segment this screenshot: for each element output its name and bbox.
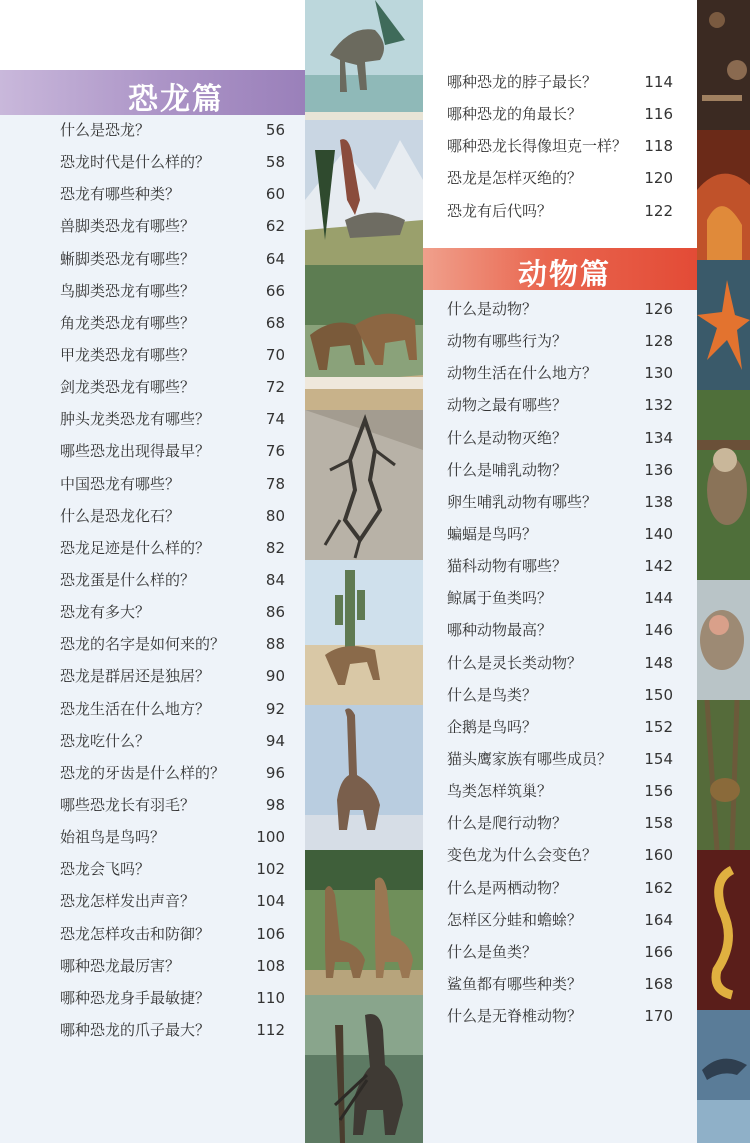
toc-entry [0,918,305,950]
toc-entry-page-number: 82 [265,538,285,557]
toc-entry [423,904,697,936]
toc-entry-title: 哪种恐龙长得像坦克一样？ [447,137,628,156]
toc-entry-page-number: 170 [644,1007,673,1026]
toc-entry [0,435,305,467]
toc-entry-page-number: 76 [265,442,285,461]
toc-entry-page-number: 118 [644,137,673,156]
toc-entry [0,307,305,339]
animal-toc-column [423,0,697,1143]
toc-entry [423,807,697,839]
toc-entry [423,647,697,679]
toc-entry-title: 什么是无脊椎动物？ [447,1007,583,1026]
dinosaur-desert-image [305,560,423,705]
toc-entry-page-number: 128 [644,332,673,351]
toc-entry [0,114,305,146]
toc-entry [423,293,697,325]
toc-entry-page-number: 158 [644,814,673,833]
toc-entry-page-number: 116 [644,105,673,124]
toc-entry-page-number: 156 [644,782,673,801]
toc-entry-page-number: 168 [644,974,673,993]
toc-entry [0,532,305,564]
dinosaur-image-strip [305,0,423,1143]
toc-entry [0,982,305,1014]
toc-entry-title: 什么是哺乳动物？ [447,460,568,479]
toc-entry-title: 兽脚类恐龙有哪些？ [60,217,196,236]
animal-toc-list [423,293,697,1032]
toc-entry-page-number: 72 [265,378,285,397]
toc-entry [0,1014,305,1046]
toc-entry-title: 动物之最有哪些？ [447,396,568,415]
insect-specimen-image [697,0,750,130]
toc-entry-page-number: 66 [265,281,285,300]
toc-entry [423,130,697,162]
toc-entry-page-number: 70 [265,345,285,364]
toc-entry-title: 恐龙吃什么？ [60,731,151,750]
toc-entry-title: 恐龙有后代吗？ [447,201,553,220]
toc-entry-page-number: 146 [644,621,673,640]
toc-entry-title: 猫头鹰家族有哪些成员？ [447,749,613,768]
toc-entry-page-number: 102 [256,860,285,879]
toc-entry [0,468,305,500]
toc-entry-title: 什么是恐龙化石？ [60,506,181,525]
toc-entry-page-number: 134 [644,428,673,447]
toc-entry-title: 蜥脚类恐龙有哪些？ [60,249,196,268]
toc-entry-title: 肿头龙类恐龙有哪些？ [60,410,211,429]
toc-entry [423,454,697,486]
toc-entry [0,178,305,210]
toc-entry-title: 甲龙类恐龙有哪些？ [60,345,196,364]
toc-entry-page-number: 90 [265,667,285,686]
toc-entry-page-number: 94 [265,731,285,750]
toc-entry-page-number: 132 [644,396,673,415]
toc-entry-title: 鲸属于鱼类吗？ [447,589,553,608]
toc-entry-title: 恐龙的名字是如何来的？ [60,635,226,654]
toc-entry-page-number: 100 [256,828,285,847]
toc-entry [423,98,697,130]
toc-entry [423,389,697,421]
toc-entry-page-number: 140 [644,524,673,543]
toc-entry-page-number: 122 [644,201,673,220]
toc-entry [423,486,697,518]
toc-entry-title: 动物有哪些行为？ [447,332,568,351]
toc-entry [0,500,305,532]
toc-entry-title: 哪种恐龙的脖子最长？ [447,73,598,91]
dinosaur-section-title: 恐龙篇 [128,82,224,117]
toc-entry-title: 恐龙足迹是什么样的？ [60,538,211,557]
animal-image-strip [697,0,750,1143]
toc-entry-page-number: 130 [644,364,673,383]
toc-entry [423,357,697,389]
toc-entry-title: 鲨鱼都有哪些种类？ [447,974,583,993]
toc-entry-title: 恐龙是怎样灭绝的？ [447,169,583,188]
toc-entry-page-number: 96 [265,763,285,782]
toc-entry-title: 恐龙时代是什么样的？ [60,153,211,172]
starfish-image [697,260,750,390]
toc-entry-title: 什么是恐龙？ [60,121,151,139]
toc-entry-title: 企鹅是鸟吗？ [447,717,538,736]
toc-entry-page-number: 110 [256,988,285,1007]
toc-entry [0,628,305,660]
toc-entry-page-number: 136 [644,460,673,479]
toc-entry [0,821,305,853]
toc-entry [423,66,697,98]
toc-entry-page-number: 80 [265,506,285,525]
toc-entry-page-number: 126 [644,300,673,318]
toc-entry-page-number: 106 [256,924,285,943]
toc-entry-page-number: 138 [644,492,673,511]
animal-section-header [423,248,697,290]
toc-entry-title: 哪些恐龙长有羽毛？ [60,795,196,814]
toc-entry-page-number: 74 [265,410,285,429]
toc-entry-title: 恐龙是群居还是独居？ [60,667,211,686]
toc-entry [0,339,305,371]
toc-entry-title: 什么是灵长类动物？ [447,653,583,672]
toc-entry-page-number: 154 [644,749,673,768]
toc-entry-page-number: 108 [256,956,285,975]
toc-entry-page-number: 142 [644,557,673,576]
dinosaur-beach-image [305,0,423,120]
toc-entry-page-number: 152 [644,717,673,736]
toc-entry-title: 角龙类恐龙有哪些？ [60,313,196,332]
toc-entry-page-number: 150 [644,685,673,704]
toc-entry-title: 卵生哺乳动物有哪些？ [447,492,598,511]
dinosaur-toc-column [0,0,305,1143]
toc-entry-page-number: 84 [265,570,285,589]
toc-entry-title: 恐龙怎样攻击和防御？ [60,924,211,943]
toc-entry-page-number: 92 [265,699,285,718]
toc-entry [0,403,305,435]
toc-entry [423,325,697,357]
toc-entry-page-number: 88 [265,635,285,654]
toc-entry-title: 恐龙生活在什么地方？ [60,699,211,718]
toc-entry [0,564,305,596]
bird-nest-image [697,700,750,850]
toc-entry [423,614,697,646]
toc-entry-page-number: 148 [644,653,673,672]
toc-entry-page-number: 112 [256,1020,285,1039]
dinosaur-section-header [0,70,305,115]
toc-entry-title: 哪种恐龙身手最敏捷？ [60,988,211,1007]
toc-entry [423,968,697,1000]
toc-entry-title: 恐龙有多大？ [60,603,151,622]
toc-entry-title: 什么是爬行动物？ [447,814,568,833]
toc-entry-page-number: 64 [265,249,285,268]
toc-entry-title: 哪种恐龙的爪子最大？ [60,1020,211,1039]
dinosaur-clawed-image [305,995,423,1143]
toc-entry [423,711,697,743]
dinosaur-herd-image [305,265,423,410]
dinosaur-forest-image [305,850,423,995]
toc-entry [0,243,305,275]
seahorse-image [697,850,750,1010]
toc-entry-page-number: 120 [644,169,673,188]
toc-entry-title: 什么是两栖动物？ [447,878,568,897]
toc-entry-page-number: 144 [644,589,673,608]
toc-entry-page-number: 104 [256,892,285,911]
toc-entry-title: 哪种恐龙最厉害？ [60,956,181,975]
toc-entry [423,422,697,454]
toc-entry-page-number: 78 [265,474,285,493]
toc-entry [0,146,305,178]
toc-entry-title: 变色龙为什么会变色？ [447,846,598,865]
toc-entry-title: 怎样区分蛙和蟾蜍？ [447,910,583,929]
toc-entry [0,725,305,757]
toc-entry-page-number: 68 [265,313,285,332]
toc-entry-title: 鸟类怎样筑巢？ [447,782,553,801]
dinosaur-longneck-image [305,705,423,850]
toc-entry-page-number: 114 [644,73,673,91]
toc-entry [0,885,305,917]
toc-entry-page-number: 160 [644,846,673,865]
animal-section-title: 动物篇 [518,257,612,291]
dinosaur-mountain-image [305,120,423,265]
toc-entry [423,775,697,807]
toc-entry-title: 什么是动物？ [447,300,538,318]
toc-entry-page-number: 162 [644,878,673,897]
toc-entry [423,195,697,227]
toc-entry-title: 什么是动物灭绝？ [447,428,568,447]
toc-entry [0,660,305,692]
toc-entry-page-number: 58 [265,153,285,172]
toc-entry [0,596,305,628]
toc-entry-page-number: 164 [644,910,673,929]
toc-entry [0,789,305,821]
toc-entry [0,950,305,982]
toc-entry-title: 剑龙类恐龙有哪些？ [60,378,196,397]
toc-entry-page-number: 166 [644,942,673,961]
toc-entry-title: 恐龙有哪些种类？ [60,185,181,204]
toc-entry [0,693,305,725]
toc-entry-title: 鸟脚类恐龙有哪些？ [60,281,196,300]
toc-entry [423,582,697,614]
toc-entry-title: 动物生活在什么地方？ [447,364,598,383]
toc-entry-page-number: 62 [265,217,285,236]
toc-entry [423,550,697,582]
toc-entry [0,853,305,885]
fire-habitat-image [697,130,750,260]
toc-entry [423,936,697,968]
toc-entry-title: 什么是鸟类？ [447,685,538,704]
toc-entry-title: 恐龙怎样发出声音？ [60,892,196,911]
toc-entry-title: 哪种动物最高？ [447,621,553,640]
dinosaur-toc-list-continued [423,66,697,227]
sloth-image [697,390,750,580]
toc-entry-title: 蝙蝠是鸟吗？ [447,524,538,543]
toc-entry-title: 猫科动物有哪些？ [447,557,568,576]
toc-entry-title: 恐龙的牙齿是什么样的？ [60,763,226,782]
toc-entry [423,162,697,194]
toc-entry [0,371,305,403]
dinosaur-toc-list [0,114,305,1046]
toc-entry-page-number: 60 [265,185,285,204]
dinosaur-fossil-image [305,410,423,560]
toc-entry [423,679,697,711]
toc-entry-title: 恐龙蛋是什么样的？ [60,570,196,589]
toc-entry [0,757,305,789]
toc-entry [423,872,697,904]
toc-entry-page-number: 98 [265,795,285,814]
toc-entry-page-number: 86 [265,603,285,622]
toc-entry-title: 中国恐龙有哪些？ [60,474,181,493]
toc-entry [0,210,305,242]
toc-entry-title: 恐龙会飞吗？ [60,860,151,879]
toc-entry-title: 始祖鸟是鸟吗？ [60,828,166,847]
toc-entry [423,839,697,871]
toc-entry-title: 什么是鱼类？ [447,942,538,961]
toc-entry-page-number: 56 [265,121,285,139]
toc-entry [423,743,697,775]
toc-entry [0,275,305,307]
dolphin-image [697,1010,750,1143]
toc-entry [423,518,697,550]
toc-entry-title: 哪些恐龙出现得最早？ [60,442,211,461]
monkey-image [697,580,750,700]
toc-entry-title: 哪种恐龙的角最长？ [447,105,583,124]
toc-entry [423,1000,697,1032]
